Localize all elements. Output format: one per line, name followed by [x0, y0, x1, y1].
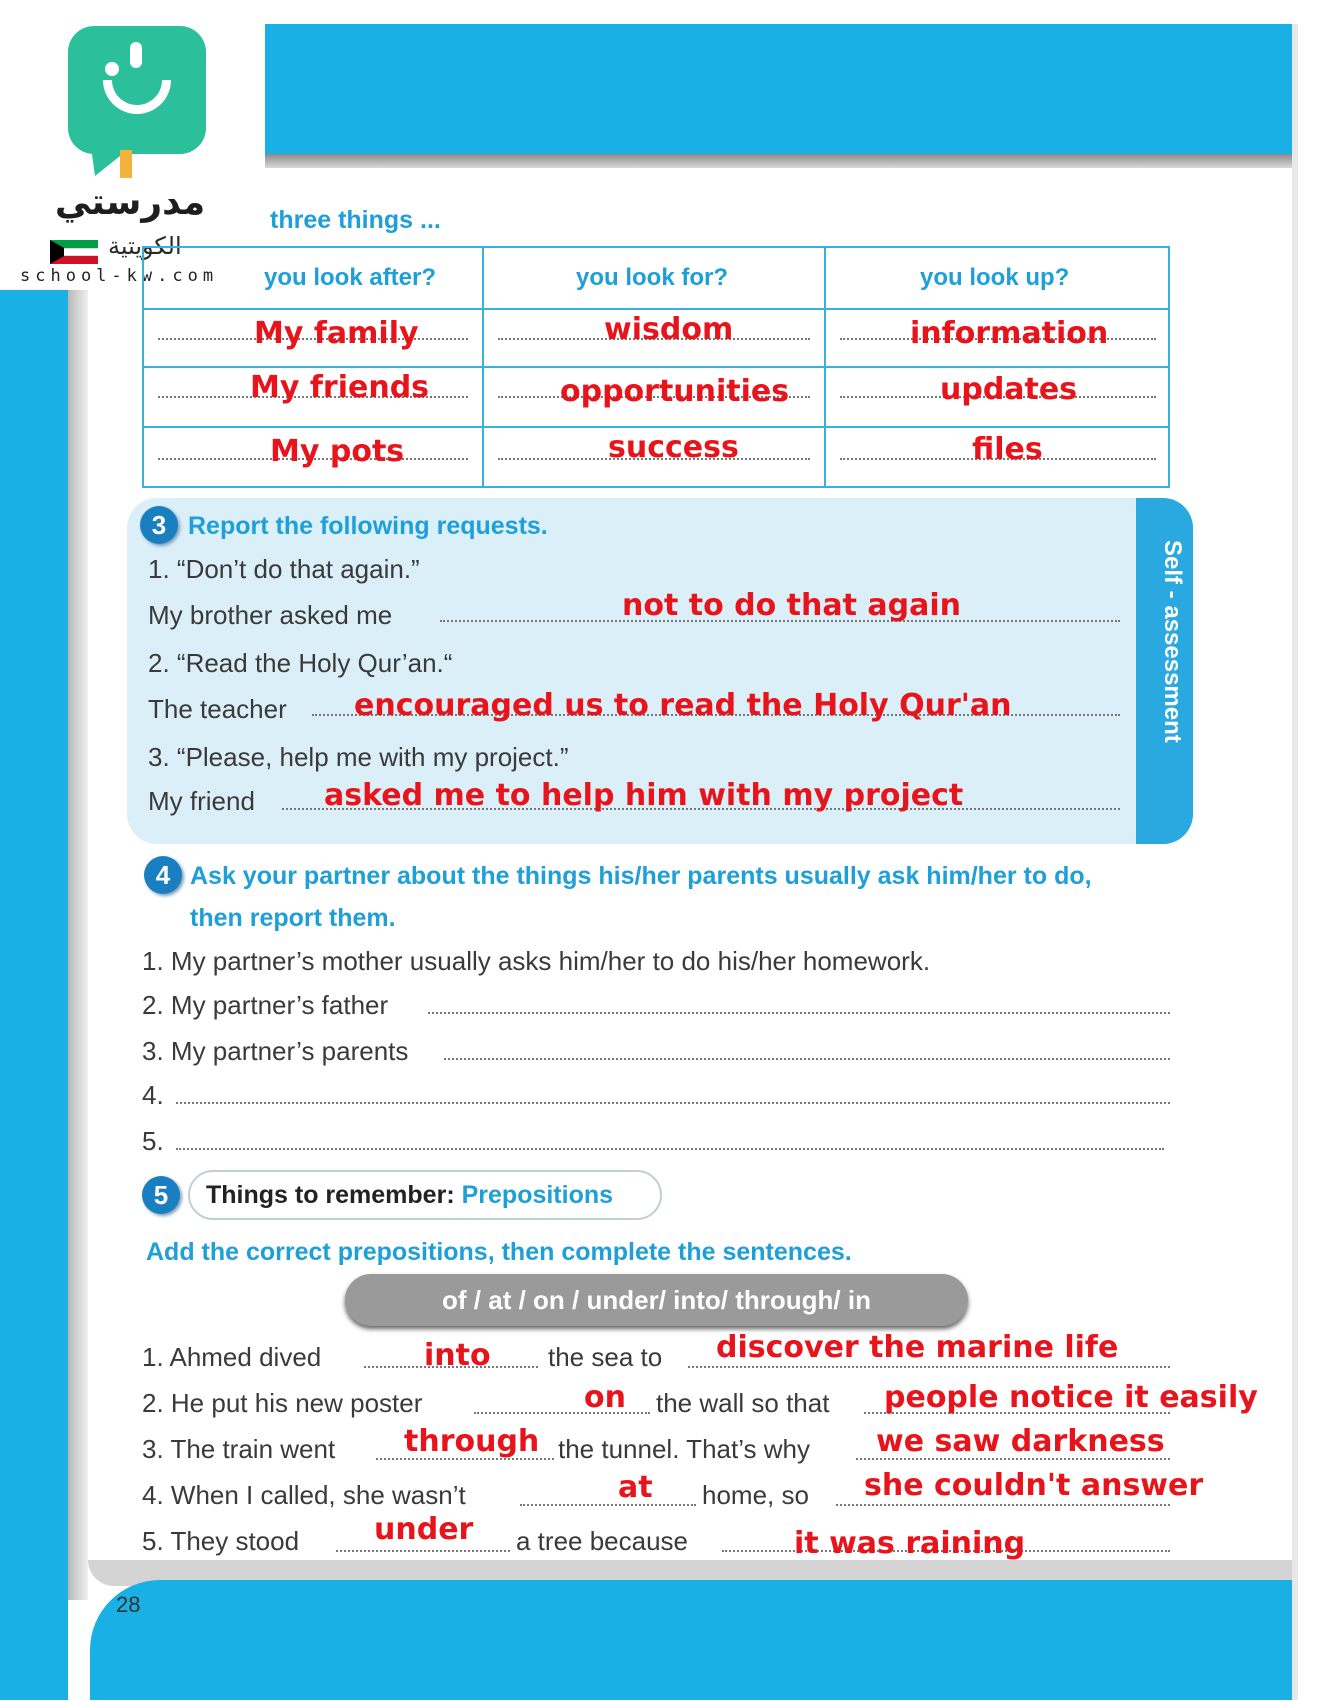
logo-pencil-icon [120, 150, 132, 178]
request-prompt: The teacher [148, 694, 287, 724]
sentence-start: 1. Ahmed dived [142, 1342, 322, 1372]
table-answer: information [910, 316, 1109, 351]
section3-number: 3 [140, 506, 178, 544]
preposition-answer: through [404, 1424, 540, 1459]
request-prompt: My brother asked me [148, 600, 393, 630]
table-answer: success [608, 430, 739, 465]
top-banner-shadow [265, 154, 1292, 168]
section5-instruction: Add the correct prepositions, then complete the sentences. [146, 1238, 852, 1266]
table-answer: updates [940, 372, 1078, 407]
sentence-middle: a tree because [516, 1526, 689, 1556]
logo-arabic-title: مدرستي [54, 182, 206, 223]
sentence-middle: the wall so that [656, 1388, 830, 1418]
table-answer: files [972, 432, 1043, 467]
table-answer: My pots [270, 434, 405, 469]
partner-item: 4. [142, 1080, 164, 1110]
table-answer: My friends [250, 370, 430, 405]
preposition-answer: at [618, 1470, 653, 1505]
left-page-curve [68, 290, 88, 1600]
column-header: you look for? [576, 264, 728, 291]
logo-arabic-subtitle: الكويتية [108, 232, 182, 260]
sentence-start: 3. The train went [142, 1434, 336, 1464]
sentence-start: 2. He put his new poster [142, 1388, 423, 1418]
column-header: you look after? [264, 264, 437, 291]
preposition-answer: under [374, 1512, 474, 1547]
partner-item: 5. [142, 1126, 164, 1156]
things-to-remember-pill [188, 1170, 662, 1220]
self-assessment-label: Self - assessment [1159, 540, 1186, 743]
word-bank: of / at / on / under/ into/ through/ in [345, 1274, 968, 1326]
section4-number: 4 [144, 856, 182, 894]
pill-topic: Prepositions [461, 1181, 614, 1209]
logo-url: school-kw.com [20, 266, 219, 286]
pill-label: Things to remember: [206, 1181, 455, 1209]
sentence-middle: the sea to [548, 1342, 663, 1372]
sentence-answer: people notice it easily [884, 1380, 1258, 1415]
section3-heading: Report the following requests. [188, 512, 548, 540]
partner-item: 3. My partner’s parents [142, 1036, 409, 1066]
bottom-banner [90, 1580, 1292, 1700]
sentence-middle: home, so [702, 1480, 809, 1510]
logo-exclaim-icon [130, 42, 142, 68]
sentence-answer: she couldn't answer [864, 1468, 1204, 1503]
kuwait-flag-icon [50, 240, 98, 264]
section5-number: 5 [142, 1176, 180, 1214]
request-answer: asked me to help him with my project [324, 778, 964, 813]
sentence-start: 4. When I called, she wasn’t [142, 1480, 466, 1510]
top-banner [265, 24, 1292, 154]
table-answer: opportunities [560, 374, 790, 409]
request-prompt: My friend [148, 786, 255, 816]
sentence-start: 5. They stood [142, 1526, 300, 1556]
preposition-answer: into [424, 1338, 491, 1373]
sentence-middle: the tunnel. That’s why [558, 1434, 810, 1464]
request-answer: not to do that again [622, 588, 962, 623]
sentence-answer: we saw darkness [876, 1424, 1165, 1459]
sentence-answer: discover the marine life [716, 1330, 1119, 1365]
table-answer: wisdom [604, 312, 734, 347]
logo-eye-icon [105, 62, 119, 76]
request-quote: 3. “Please, help me with my project.” [148, 742, 569, 772]
request-quote: 2. “Read the Holy Qur’an.“ [148, 648, 453, 678]
partner-item: 1. My partner’s mother usually asks him/her to do his/her homework. [142, 946, 931, 976]
left-banner [0, 290, 68, 1700]
column-header: you look up? [920, 264, 1070, 291]
things-table [142, 246, 1170, 488]
sentence-answer: it was raining [794, 1526, 1026, 1561]
page-number: 28 [116, 1592, 141, 1617]
preposition-answer: on [584, 1380, 626, 1415]
section4-heading-line2: then report them. [190, 904, 396, 932]
partner-item: 2. My partner’s father [142, 990, 389, 1020]
right-edge [1292, 24, 1298, 1700]
request-answer: encouraged us to read the Holy Qur'an [354, 688, 1012, 723]
section4-heading: Ask your partner about the things his/her parents usually ask him/her to do, [190, 862, 1092, 890]
request-quote: 1. “Don’t do that again.” [148, 554, 420, 584]
table-answer: My family [254, 316, 419, 351]
section2-heading: three things ... [270, 206, 441, 234]
